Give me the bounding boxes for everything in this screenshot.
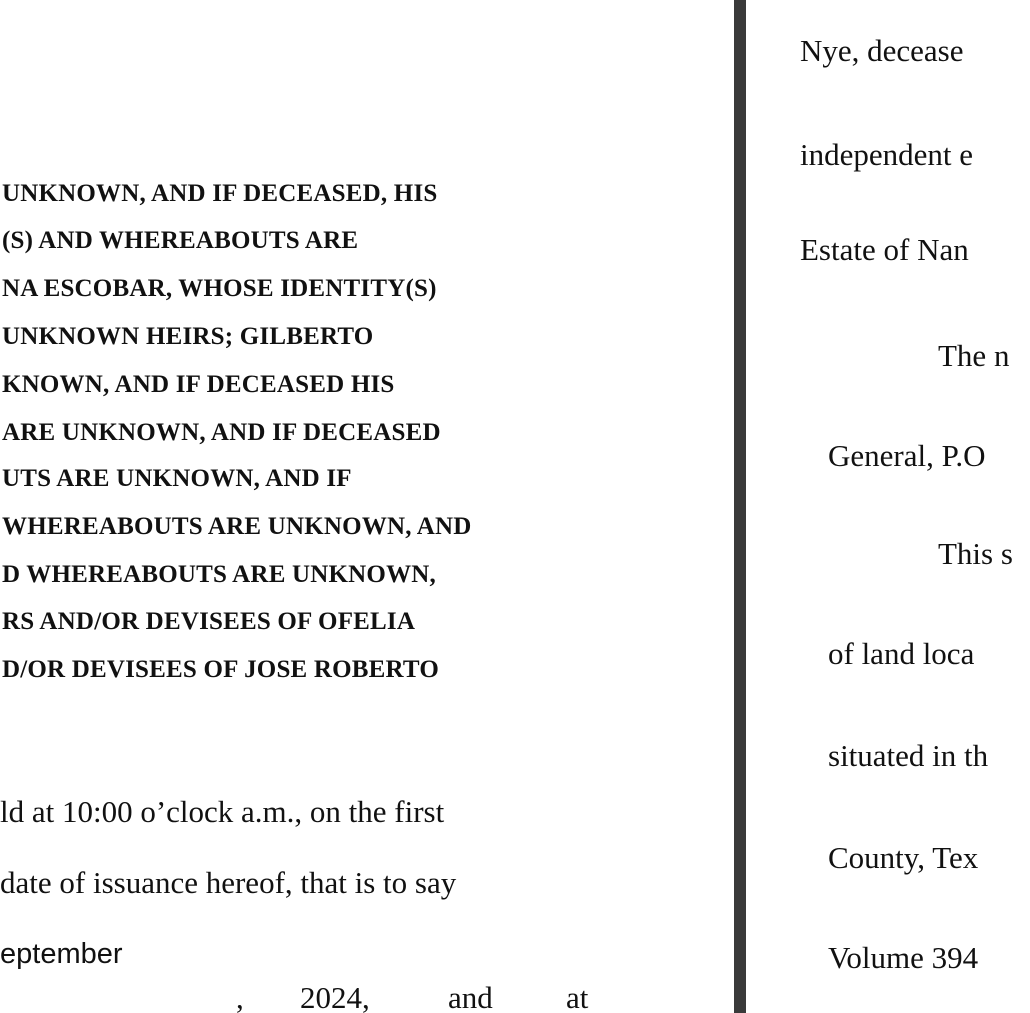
caps-line-7: UTS ARE UNKNOWN, AND IF bbox=[2, 465, 352, 492]
caps-line-9: D WHEREABOUTS ARE UNKNOWN, bbox=[2, 561, 436, 588]
right-line-9: County, Tex bbox=[828, 840, 979, 875]
caps-line-1: UNKNOWN, AND IF DECEASED, HIS bbox=[2, 180, 438, 207]
right-line-1: Nye, decease bbox=[800, 33, 964, 68]
body-line-2: date of issuance hereof, that is to say bbox=[0, 865, 457, 900]
right-page-column bbox=[746, 0, 1030, 1013]
date-and: and bbox=[448, 980, 493, 1013]
right-line-8: situated in th bbox=[828, 738, 989, 773]
date-at: at bbox=[566, 980, 589, 1013]
right-line-4: The n bbox=[938, 338, 1010, 373]
caps-line-8: WHEREABOUTS ARE UNKNOWN, AND bbox=[2, 513, 472, 540]
caps-line-4: UNKNOWN HEIRS; GILBERTO bbox=[2, 323, 374, 350]
date-comma: , bbox=[236, 980, 244, 1013]
right-line-10: Volume 394 bbox=[828, 940, 979, 975]
caps-line-5: KNOWN, AND IF DECEASED HIS bbox=[2, 371, 395, 398]
right-line-7: of land loca bbox=[828, 636, 975, 671]
page-divider bbox=[734, 0, 746, 1013]
date-year: 2024, bbox=[300, 980, 370, 1013]
caps-line-11: D/OR DEVISEES OF JOSE ROBERTO bbox=[2, 656, 439, 683]
caps-line-2: (S) AND WHEREABOUTS ARE bbox=[2, 227, 359, 254]
caps-line-10: RS AND/OR DEVISEES OF OFELIA bbox=[2, 608, 416, 635]
right-line-5: General, P.O bbox=[828, 438, 986, 473]
filled-in-month: eptember bbox=[0, 938, 123, 970]
body-line-1: ld at 10:00 o’clock a.m., on the first bbox=[0, 794, 445, 829]
right-line-6: This s bbox=[938, 536, 1013, 571]
caps-line-6: ARE UNKNOWN, AND IF DECEASED bbox=[2, 419, 441, 446]
right-line-3: Estate of Nan bbox=[800, 232, 969, 267]
caps-line-3: NA ESCOBAR, WHOSE IDENTITY(S) bbox=[2, 275, 437, 302]
date-line bbox=[0, 980, 600, 1013]
right-line-2: independent e bbox=[800, 137, 974, 172]
